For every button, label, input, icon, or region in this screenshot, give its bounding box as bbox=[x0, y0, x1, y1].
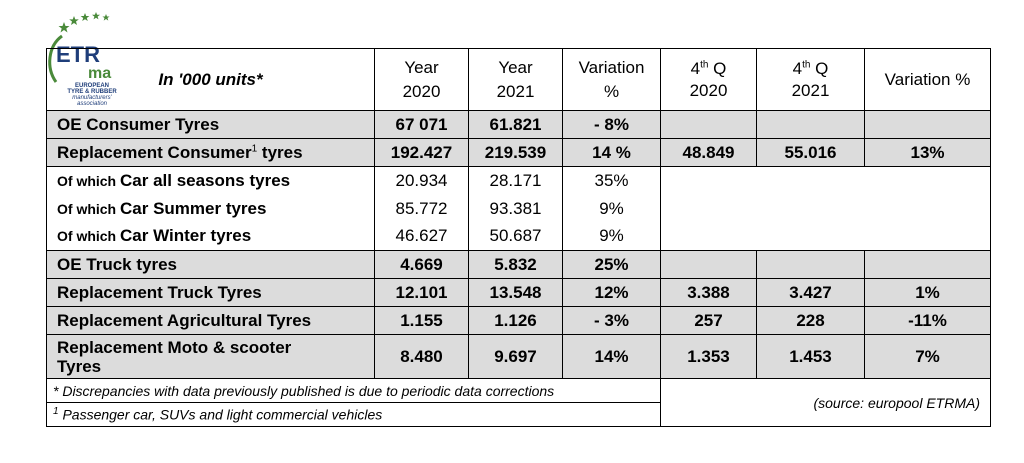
logo-acronym: ETR bbox=[56, 42, 100, 67]
col-q-variation: Variation % bbox=[865, 49, 991, 111]
source-note: (source: europool ETRMA) bbox=[661, 379, 991, 427]
table-row: Replacement Moto & scooter Tyres 8.480 9.697 14% 1.353 1.453 7% bbox=[47, 335, 991, 379]
row-label: OE Consumer Tyres bbox=[47, 111, 375, 139]
table-row: OE Consumer Tyres 67 071 61.821 - 8% bbox=[47, 111, 991, 139]
table-row: Replacement Consumer$^1$ tyres 192.427 219.539 14 % 48.849 55.016 13% bbox=[47, 139, 991, 167]
row-label: Of which Car Summer tyres bbox=[47, 195, 375, 223]
row-label: Replacement Consumer$^1$ tyres bbox=[47, 139, 375, 167]
row-label: Of which Car all seasons tyres bbox=[47, 167, 375, 195]
table-row: Replacement Truck Tyres 12.101 13.548 12% 3.388 3.427 1% bbox=[47, 279, 991, 307]
footnote-passenger: $^1$ Passenger car, SUVs and light commercial vehicles bbox=[47, 403, 661, 427]
header-row bbox=[47, 49, 991, 111]
table-row: OE Truck tyres 4.669 5.832 25% bbox=[47, 251, 991, 279]
logo-association-name: EUROPEAN TYRE & RUBBER manufacturers' association bbox=[67, 83, 117, 107]
table-row: Of which Car Winter tyres 46.627 50.687 9% bbox=[47, 223, 991, 251]
row-label: Replacement Agricultural Tyres bbox=[47, 307, 375, 335]
table-row: Of which Car all seasons tyres 20.934 28.171 35% bbox=[47, 167, 991, 195]
row-label: Replacement Moto & scooter Tyres bbox=[47, 335, 375, 379]
col-variation: Variation % bbox=[563, 49, 661, 111]
col-year-2021: Year 2021 bbox=[469, 49, 563, 111]
row-label: Replacement Truck Tyres bbox=[47, 279, 375, 307]
footnote-discrepancies: * Discrepancies with data previously published is due to periodic data corrections bbox=[47, 379, 661, 403]
footnote-row bbox=[47, 379, 991, 403]
row-label: Of which Car Winter tyres bbox=[47, 223, 375, 251]
table-row: Replacement Agricultural Tyres 1.155 1.126 - 3% 257 228 -11% bbox=[47, 307, 991, 335]
col-year-2020: Year 2020 bbox=[375, 49, 469, 111]
tyre-sales-table bbox=[46, 48, 991, 427]
col-q4-2021: 4th Q 2021 bbox=[757, 49, 865, 111]
table-row: Of which Car Summer tyres 85.772 93.381 9% bbox=[47, 195, 991, 223]
row-label: OE Truck tyres bbox=[47, 251, 375, 279]
svg-text:ma: ma bbox=[88, 65, 112, 82]
col-q4-2020: 4th Q 2020 bbox=[661, 49, 757, 111]
units-label: In '000 units* bbox=[47, 49, 375, 111]
